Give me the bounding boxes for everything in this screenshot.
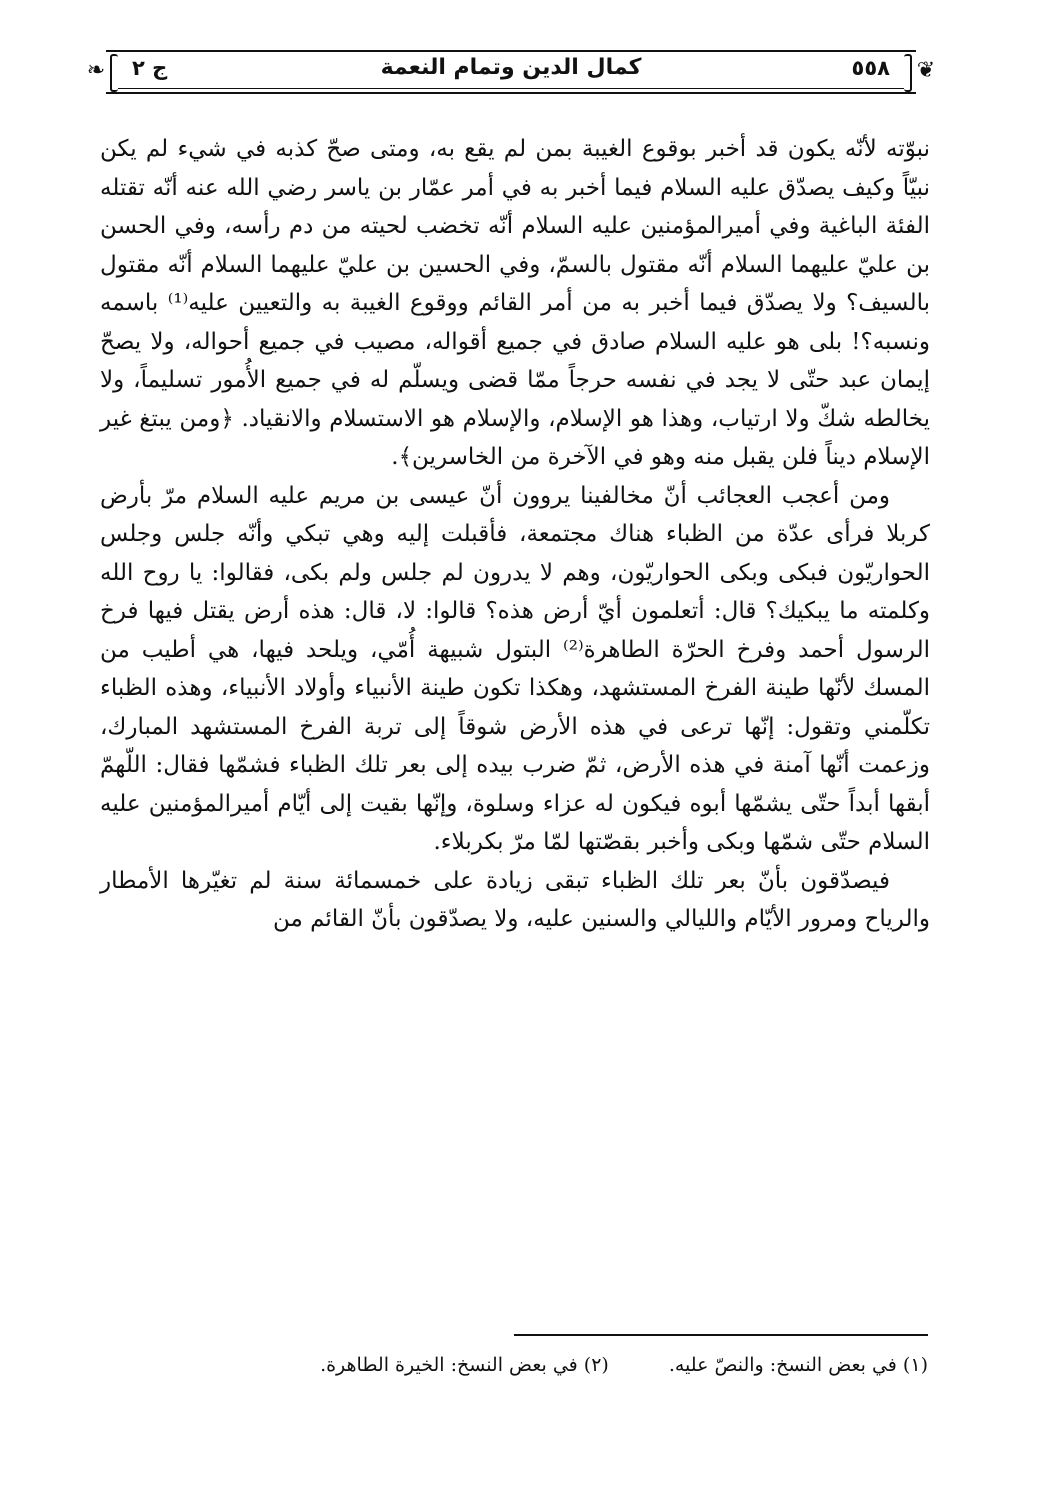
running-title: كمال الدين وتمام النعمة [380, 55, 642, 80]
volume-label: ج ٢ [132, 56, 168, 80]
paragraph-3: فيصدّقون بأنّ بعر تلك الظباء تبقى زيادة على خمسمائة سنة لم تغيّرها الأمطار والرياح ومرور الأيّام والليالي والسنين عليه، ولا يصدّقون بأنّ القائم من [100, 867, 930, 932]
header-bottom-rule [106, 92, 916, 94]
main-text [100, 130, 930, 939]
footnote-separator [514, 1334, 928, 1336]
footnotes [208, 1350, 928, 1380]
page-number: ٥٥٨ [851, 56, 890, 80]
running-header [88, 50, 934, 94]
header-top-rule [106, 50, 916, 52]
header-ornament-right-icon: ❦ [916, 58, 936, 83]
header-ornament-left-icon: ❧ [86, 58, 106, 83]
header-inner-rule [118, 88, 904, 89]
footnote-2: (٢) في بعض النسخ: الخيرة الطاهرة. [320, 1354, 609, 1376]
paragraph-2: ومن أعجب العجائب أنّ مخالفينا يروون أنّ عيسى بن مريم عليه السلام مرّ بأرض كربلا فرأى عدّة من الظباء هناك مجتمعة، فأقبلت إليه وهي تبكي وأنّه جلس وجلس الحواريّون فبكى وبكى الحواريّون، وهم لا يدرون لم جلس ولم بكى، فقالوا: يا روح الله وكلمته ما يبكيك؟ قال: أتعلمون أيّ أرض هذه؟ قالوا: لا، قال: هذه أرض يقتل فيها فرخ الرسول أحمد وفرخ الحرّة الطاهرة⁽²⁾ البتول شبيهة أُمّي، ويلحد فيها، هي أطيب من المسك لأنّها طينة الفرخ المستشهد، وهكذا تكون طينة الأنبياء وأولاد الأنبياء، وهذه الظباء تكلّمني وتقول: إنّها ترعى في هذه الأرض شوقاً إلى تربة الفرخ المستشهد المبارك، وزعمت أنّها آمنة في هذه الأرض، ثمّ ضرب بيده إلى بعر تلك الظباء فشمّها فقال: اللّهمّ أبقها أبداً حتّى يشمّها أبوه فيكون له عزاء وسلوة، وإنّها بقيت إلى أيّام أميرالمؤمنين عليه السلام حتّى شمّها وبكى وأخبر بقصّتها لمّا مرّ بكربلاء. [100, 482, 930, 855]
paragraph-1: نبوّته لأنّه يكون قد أخبر بوقوع الغيبة بمن لم يقع به، ومتى صحّ كذبه في شيء لم يكن نبيّاً وكيف يصدّق عليه السلام فيما أخبر به في أمر عمّار بن ياسر رضي الله عنه أنّه تقتله الفئة الباغية وفي أميرالمؤمنين عليه السلام أنّه تخضب لحيته من دم رأسه، وفي الحسن بن عليّ عليهما السلام أنّه مقتول بالسمّ، وفي الحسين بن عليّ عليهما السلام أنّه مقتول بالسيف؟ ولا يصدّق فيما أخبر به من أمر القائم ووقوع الغيبة به والتعيين عليه⁽¹⁾ باسمه ونسبه؟! بلى هو عليه السلام صادق في جميع أقواله، مصيب في جميع أحواله، ولا يصحّ إيمان عبد حتّى لا يجد في نفسه حرجاً ممّا قضى ويسلّم له في جميع الأُمور تسليماً، ولا يخالطه شكّ ولا ارتياب، وهذا هو الإسلام، والإسلام هو الاستسلام والانقياد. ﴿ومن يبتغ غير الإسلام ديناً فلن يقبل منه وهو في الآخرة من الخاسرين﴾. [100, 136, 930, 470]
footnote-1: (١) في بعض النسخ: والنصّ عليه. [668, 1354, 928, 1376]
